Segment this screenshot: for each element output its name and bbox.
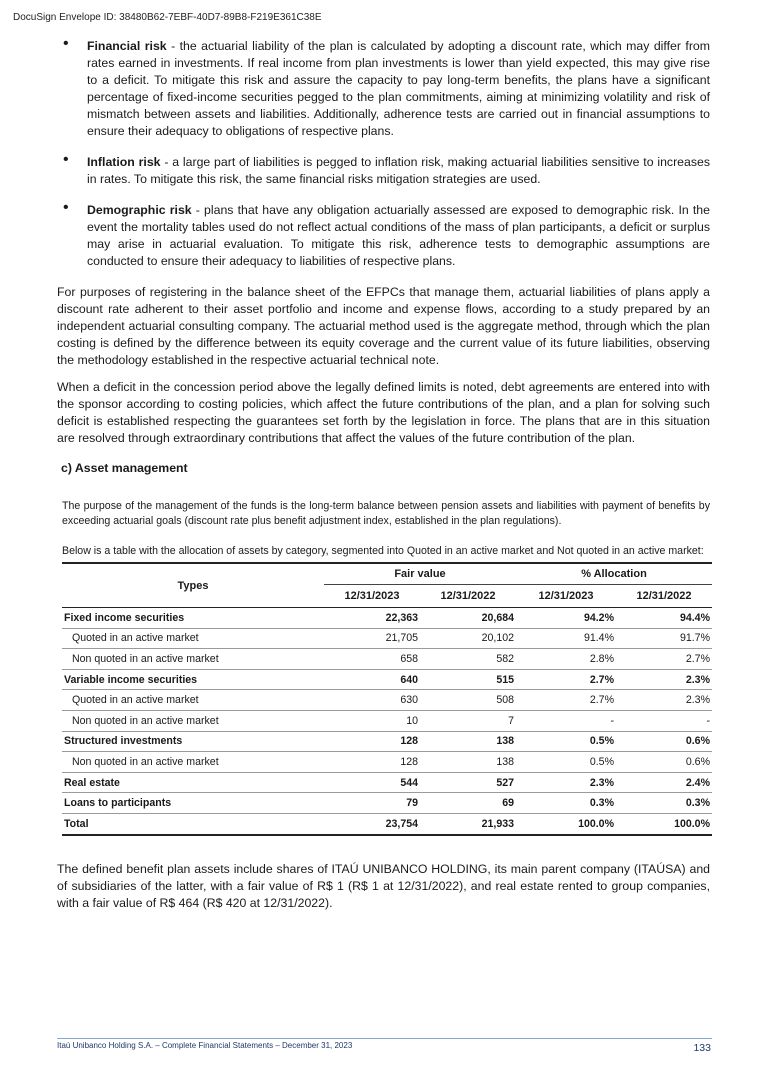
header-fair-value: Fair value <box>324 563 516 585</box>
footer-divider <box>57 1038 712 1039</box>
cell-pa-2022: 0.3% <box>616 793 712 814</box>
table-row <box>62 731 712 752</box>
risk-financial-desc: - the actuarial liability of the plan is calculated by adopting a discount rate, which may differ from rates earned in investments. If real income from plan investments is lower than yield expected, this may give rise to a deficit. To mitigate this risk and assure the capacity to pay long-term benefits, the plans have a significant percentage of fixed-income securities pegged to the plan commitments, aiming at minimizing volatility and risk of mismatch between assets and liabilities. Additionally, adherence tests are carried out in financial assumptions to ensure their adequacy to obligations of respective plans. <box>87 39 710 138</box>
row-label: Fixed income securities <box>62 608 324 629</box>
cell-fv-2023: 10 <box>324 710 420 731</box>
cell-pa-2022: 91.7% <box>616 628 712 649</box>
cell-fv-2023: 128 <box>324 731 420 752</box>
row-label: Non quoted in an active market <box>62 752 324 773</box>
table-row <box>62 793 712 814</box>
cell-pa-2022: 2.3% <box>616 690 712 711</box>
cell-fv-2023: 79 <box>324 793 420 814</box>
cell-fv-2023: 640 <box>324 669 420 690</box>
header-pa-2022: 12/31/2022 <box>616 585 712 608</box>
cell-pa-2022: - <box>616 710 712 731</box>
cell-fv-2022: 527 <box>420 772 516 793</box>
risk-financial-text <box>57 35 710 140</box>
bullet-icon: • <box>63 199 69 216</box>
paragraph-discount-rate: For purposes of registering in the balance sheet of the EFPCs that manage them, actuarial liabilities of plans apply a discount rate adherent to their asset portfolio and income and expense flows, according to a study prepared by an independent actuarial consulting company. The actuarial method used is the aggregate method, through which the plan costing is defined by the difference between its equity coverage and the current value of its future liabilities, observing the methodology established in the respective actuarial technical note. <box>57 285 710 367</box>
section-title: c) Asset management <box>61 461 188 475</box>
total-pa-2023: 100.0% <box>516 813 616 834</box>
docusign-envelope-id: DocuSign Envelope ID: 38480B62-7EBF-40D7-89B8-F219E361C38E <box>13 12 322 23</box>
risk-inflation-title: Inflation risk <box>87 155 161 169</box>
risk-demographic-title: Demographic risk <box>87 203 192 217</box>
cell-pa-2022: 94.4% <box>616 608 712 629</box>
page-number: 133 <box>693 1042 711 1054</box>
row-label: Loans to participants <box>62 793 324 814</box>
cell-pa-2022: 2.7% <box>616 649 712 670</box>
cell-fv-2022: 508 <box>420 690 516 711</box>
row-label: Quoted in an active market <box>62 628 324 649</box>
row-label: Variable income securities <box>62 669 324 690</box>
cell-fv-2023: 22,363 <box>324 608 420 629</box>
cell-fv-2023: 658 <box>324 649 420 670</box>
header-types: Types <box>62 563 324 608</box>
cell-pa-2023: 91.4% <box>516 628 616 649</box>
cell-pa-2023: 2.7% <box>516 690 616 711</box>
table-total-row <box>62 813 712 834</box>
cell-fv-2023: 630 <box>324 690 420 711</box>
table-row <box>62 690 712 711</box>
row-label: Quoted in an active market <box>62 690 324 711</box>
cell-pa-2023: 0.5% <box>516 731 616 752</box>
cell-fv-2022: 582 <box>420 649 516 670</box>
table-row <box>62 752 712 773</box>
table-row <box>62 628 712 649</box>
total-fv-2022: 21,933 <box>420 813 516 834</box>
header-fv-2023: 12/31/2023 <box>324 585 420 608</box>
cell-fv-2022: 69 <box>420 793 516 814</box>
header-fv-2022: 12/31/2022 <box>420 585 516 608</box>
cell-fv-2022: 20,102 <box>420 628 516 649</box>
total-fv-2023: 23,754 <box>324 813 420 834</box>
table-row <box>62 608 712 629</box>
row-label: Real estate <box>62 772 324 793</box>
risk-inflation <box>57 151 710 188</box>
header-allocation: % Allocation <box>516 563 712 585</box>
asset-allocation-table <box>62 562 712 836</box>
cell-fv-2023: 128 <box>324 752 420 773</box>
table-row <box>62 669 712 690</box>
table-row <box>62 710 712 731</box>
cell-pa-2022: 0.6% <box>616 752 712 773</box>
risk-inflation-text <box>57 151 710 188</box>
cell-pa-2023: 94.2% <box>516 608 616 629</box>
cell-fv-2022: 138 <box>420 752 516 773</box>
cell-fv-2023: 544 <box>324 772 420 793</box>
total-pa-2022: 100.0% <box>616 813 712 834</box>
row-label: Non quoted in an active market <box>62 710 324 731</box>
row-label: Structured investments <box>62 731 324 752</box>
risk-financial <box>57 35 710 140</box>
footer-text: Itaú Unibanco Holding S.A. – Complete Financial Statements – December 31, 2023 <box>57 1041 353 1050</box>
cell-pa-2023: 2.8% <box>516 649 616 670</box>
cell-pa-2023: - <box>516 710 616 731</box>
risk-demographic <box>57 199 710 270</box>
risk-demographic-desc: - plans that have any obligation actuarially assessed are exposed to demographic risk. In the event the mortality tables used do not reflect actual conditions of the mass of plan participants, a deficit or surplus may arise in actuarial evaluation. To mitigate this risk, adherence tests to demographic assumptions are conducted to ensure their adequacy to liabilities of respective plans. <box>87 203 710 268</box>
paragraph-deficit: When a deficit in the concession period above the legally defined limits is noted, debt agreements are entered into with the sponsor according to costing policies, which affect the future contributions of the plan, and a plan for solving such deficit is established respecting the guarantees set forth by the legislation in force. The plans that are in this situation are resolved through extraordinary contributions that affect the values of the future contribution of the plan. <box>57 380 710 445</box>
table-intro: Below is a table with the allocation of assets by category, segmented into Quoted in an active market and Not quoted in an active market: <box>62 545 704 557</box>
page-content <box>57 35 710 912</box>
cell-fv-2022: 515 <box>420 669 516 690</box>
row-label: Non quoted in an active market <box>62 649 324 670</box>
table-row <box>62 772 712 793</box>
cell-pa-2022: 2.4% <box>616 772 712 793</box>
header-pa-2023: 12/31/2023 <box>516 585 616 608</box>
cell-fv-2022: 20,684 <box>420 608 516 629</box>
risk-inflation-desc: - a large part of liabilities is pegged to inflation risk, making actuarial liabilities sensitive to increases in rates. To mitigate this risk, the same financial risks mitigation strategies are used. <box>87 155 710 186</box>
bullet-icon: • <box>63 151 69 168</box>
bullet-icon: • <box>63 35 69 52</box>
cell-fv-2022: 138 <box>420 731 516 752</box>
risk-financial-title: Financial risk <box>87 39 167 53</box>
cell-pa-2023: 0.5% <box>516 752 616 773</box>
cell-pa-2022: 2.3% <box>616 669 712 690</box>
cell-pa-2023: 2.7% <box>516 669 616 690</box>
risk-demographic-text <box>57 199 710 270</box>
cell-fv-2023: 21,705 <box>324 628 420 649</box>
cell-pa-2023: 0.3% <box>516 793 616 814</box>
table-row <box>62 649 712 670</box>
asset-intro: The purpose of the management of the funds is the long-term balance between pension assets and liabilities with payment of benefits by exceeding actuarial goals (discount rate plus benefit adjustment index, established in the plan regulations). <box>62 500 710 527</box>
closing-paragraph: The defined benefit plan assets include shares of ITAÚ UNIBANCO HOLDING, its main parent company (ITAÚSA) and of subsidiaries of the latter, with a fair value of R$ 1 (R$ 1 at 12/31/2022), and real estate rented to group companies, with a fair value of R$ 464 (R$ 420 at 12/31/2022). <box>57 861 710 910</box>
cell-pa-2023: 2.3% <box>516 772 616 793</box>
cell-pa-2022: 0.6% <box>616 731 712 752</box>
cell-fv-2022: 7 <box>420 710 516 731</box>
total-label: Total <box>62 813 324 834</box>
